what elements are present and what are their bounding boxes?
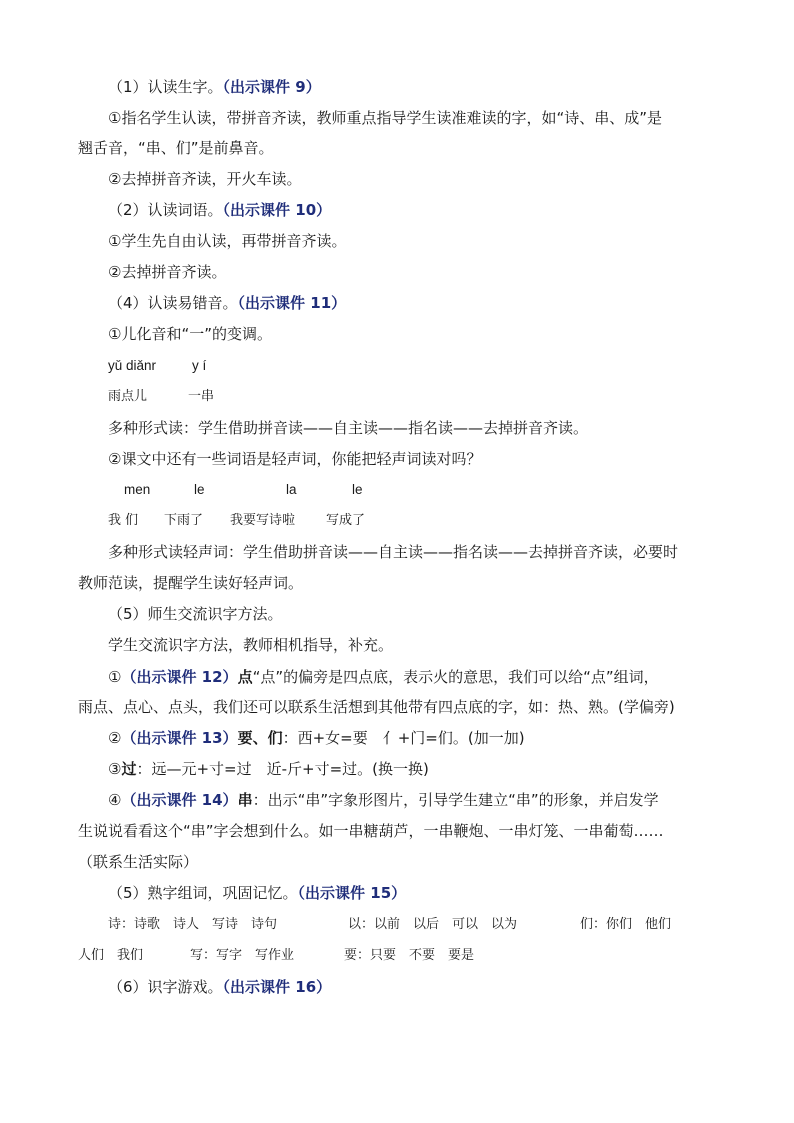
- courseware-ref: （出示课件 9）: [222, 78, 321, 96]
- item-text: ：远—元+寸=过 近-斤+寸=过。(换一换): [136, 760, 429, 778]
- paragraph-line: 生说说看看这个“串”字会想到什么。如一串糖葫芦，一串鞭炮、一串灯笼、一串葡萄……: [78, 822, 664, 840]
- word-row: [108, 387, 408, 407]
- section-5b-heading: [108, 883, 406, 903]
- method-item-2: [108, 728, 525, 748]
- word-group: 以：以前 以后 可以 以为: [348, 917, 518, 932]
- paragraph-line: 雨点、点心、点头，我们还可以联系生活想到其他带有四点底的字，如：热、熟。(学偏旁): [78, 698, 675, 716]
- courseware-ref: （出示课件 11）: [237, 294, 347, 312]
- courseware-ref: （出示课件 12）: [121, 668, 238, 686]
- heading-text: （2）认读词语。: [108, 201, 223, 219]
- heading-text: （4）认读易错音。: [108, 294, 238, 312]
- paragraph-line: （联系生活实际）: [78, 853, 199, 871]
- word: 我要写诗啦: [230, 513, 296, 528]
- pinyin: men: [124, 482, 151, 497]
- item-number: ③: [108, 760, 122, 778]
- word-group-row: [78, 946, 718, 966]
- courseware-ref: （出示课件 13）: [121, 729, 238, 747]
- word-group: 诗：诗歌 诗人 写诗 诗句: [108, 917, 278, 932]
- paragraph-line: ②课文中还有一些词语是轻声词，你能把轻声词读对吗？: [108, 450, 482, 468]
- word-group: 写：写字 写作业: [190, 948, 295, 963]
- word-row: [108, 511, 508, 531]
- item-text: ：西+女=要 亻+门=们。(加一加): [282, 729, 525, 747]
- pinyin: la: [286, 482, 297, 497]
- method-item-4: [108, 790, 659, 810]
- word: 下雨了: [164, 513, 204, 528]
- pinyin: le: [352, 482, 363, 497]
- section-5-heading: （5）师生交流识字方法。: [108, 605, 283, 623]
- item-text: ：出示“串”字象形图片，引导学生建立“串”的形象，并启发学: [252, 791, 659, 809]
- item-number: ②: [108, 729, 122, 747]
- paragraph-line: 学生交流识字方法，教师相机指导，补充。: [108, 636, 394, 654]
- pinyin: le: [194, 482, 205, 497]
- item-text: “点”的偏旁是四点底，表示火的意思，我们可以给“点”组词，: [252, 668, 659, 686]
- section-2-heading: [108, 200, 331, 220]
- courseware-ref: （出示课件 14）: [121, 791, 238, 809]
- word-group: 要：只要 不要 要是: [344, 948, 475, 963]
- word: 我 们: [108, 513, 139, 528]
- courseware-ref: （出示课件 10）: [222, 201, 332, 219]
- heading-text: （5）熟字组词，巩固记忆。: [108, 884, 298, 902]
- word: 雨点儿: [108, 389, 148, 404]
- pinyin: yǔ diǎnr: [108, 358, 157, 373]
- paragraph-line: ①儿化音和“一”的变调。: [108, 325, 272, 343]
- pinyin-row: [108, 480, 508, 500]
- section-4-heading: [108, 293, 346, 313]
- paragraph-line: 多种形式读轻声词：学生借助拼音读——自主读——指名读——去掉拼音齐读，必要时: [108, 543, 679, 561]
- word: 写成了: [326, 513, 366, 528]
- word-group-row: [108, 915, 748, 935]
- word: 一串: [188, 389, 215, 404]
- heading-text: （6）识字游戏。: [108, 978, 223, 996]
- paragraph-line: ②去掉拼音齐读。: [108, 263, 227, 281]
- key-character: 过: [121, 760, 137, 778]
- pinyin: y í: [192, 358, 207, 373]
- paragraph-line: 教师范读，提醒学生读好轻声词。: [78, 574, 304, 592]
- section-6-heading: [108, 977, 331, 997]
- heading-text: （1）认读生字。: [108, 78, 223, 96]
- paragraph-line: ①指名学生认读，带拼音齐读，教师重点指导学生读准难读的字，如“诗、串、成”是: [108, 109, 662, 127]
- paragraph-line: 多种形式读：学生借助拼音读——自主读——指名读——去掉拼音齐读。: [108, 419, 589, 437]
- item-number: ①: [108, 668, 122, 686]
- key-character: 点: [237, 668, 253, 686]
- item-number: ④: [108, 791, 122, 809]
- courseware-ref: （出示课件 16）: [222, 978, 332, 996]
- method-item-3: [108, 759, 429, 779]
- key-character: 要、们: [237, 729, 283, 747]
- paragraph-line: ①学生先自由认读，再带拼音齐读。: [108, 232, 347, 250]
- paragraph-line: ②去掉拼音齐读，开火车读。: [108, 170, 302, 188]
- section-1-heading: [108, 77, 321, 97]
- courseware-ref: （出示课件 15）: [297, 884, 407, 902]
- method-item-1: [108, 667, 659, 687]
- pinyin-row: [108, 356, 408, 376]
- word-group: 人们 我们: [78, 948, 144, 963]
- word-group: 们：你们 他们: [580, 917, 672, 932]
- paragraph-line: 翘舌音，“串、们”是前鼻音。: [78, 139, 274, 157]
- key-character: 串: [237, 791, 253, 809]
